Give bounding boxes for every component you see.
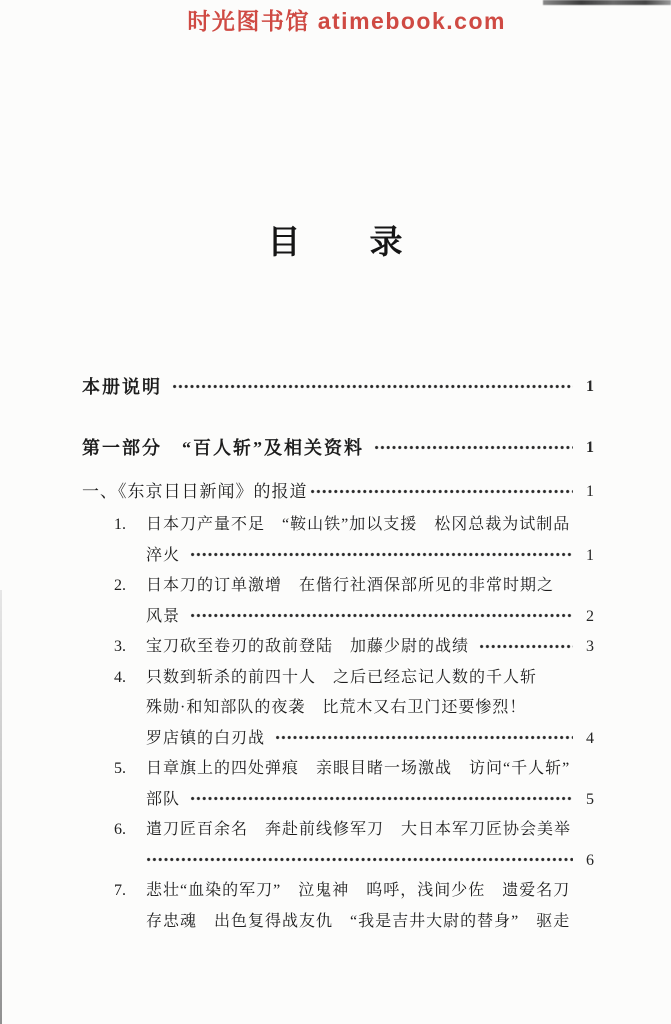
entry-text: 宝刀砍至卷刃的敌前登陆 加藤少尉的战绩 — [146, 638, 470, 655]
dot-leader — [374, 443, 573, 452]
toc-entry — [82, 510, 594, 571]
entry-number: 3. — [114, 638, 126, 655]
entry-number: 6. — [114, 821, 126, 838]
page-number: 6 — [586, 851, 594, 869]
page-number: 3 — [586, 638, 594, 655]
library-watermark: 时光图书馆 atimebook.com — [187, 8, 506, 34]
entry-text: 罗店镇的白刃战 — [146, 729, 266, 747]
toc-entry — [82, 663, 594, 755]
page-number: 5 — [586, 790, 594, 808]
toc-entry — [82, 876, 594, 937]
entry-line — [146, 602, 594, 633]
page-number: 1 — [586, 546, 594, 564]
entry-text: 殊勋·和知部队的夜袭 比荒木又右卫门还要惨烈！ — [146, 699, 527, 716]
page-number: 1 — [586, 439, 594, 456]
entry-number: 1. — [114, 516, 126, 533]
table-of-contents — [82, 366, 594, 937]
entry-number: 2. — [114, 577, 126, 594]
entry-text: 遣刀匠百余名 奔赴前线修军刀 大日本军刀匠协会美举 — [146, 821, 572, 838]
toc-entry — [82, 815, 594, 876]
page-number: 4 — [586, 729, 594, 747]
entry-number: 7. — [114, 882, 126, 899]
page-number: 2 — [586, 607, 594, 625]
page-number: 1 — [586, 378, 594, 395]
toc-front-matter-row — [82, 373, 594, 401]
entry-number: 4. — [114, 668, 126, 686]
dot-leader — [172, 382, 573, 391]
page-number: 1 — [586, 483, 594, 500]
entry-number: 5. — [114, 760, 126, 777]
toc-section-row — [82, 478, 594, 506]
dot-leader — [190, 550, 573, 559]
entry-line — [146, 846, 594, 877]
toc-section-label: 一、《东京日日新闻》的报道 — [82, 482, 308, 501]
entry-text: 存忠魂 出色复得战友仇 “我是吉井大尉的替身” 驱走 — [146, 912, 571, 930]
dot-leader — [310, 487, 574, 496]
entry-line — [146, 541, 594, 572]
entry-text: 日本刀的订单激增 在偕行社酒保部所见的非常时期之 — [146, 577, 555, 594]
toc-part-label: 第一部分 “百人斩”及相关资料 — [82, 438, 364, 458]
dot-leader — [479, 642, 573, 651]
entry-text: 风景 — [146, 607, 181, 625]
entry-text: 悲壮“血染的军刀” 泣鬼神 呜呼，浅间少佐 遗爱名刀 — [146, 882, 571, 899]
entry-text: 部队 — [146, 790, 181, 808]
toc-entry — [82, 754, 594, 815]
toc-part-row — [82, 433, 594, 463]
toc-entry — [82, 632, 594, 663]
dot-leader — [275, 733, 573, 742]
entry-text: 日本刀产量不足 “鞍山铁”加以支援 松冈总裁为试制品 — [146, 516, 571, 533]
scan-artifact-page-edge — [0, 590, 2, 1024]
entry-text: 日章旗上的四处弹痕 亲眼目睹一场激战 访问“千人斩” — [146, 760, 571, 777]
entry-line — [146, 724, 594, 755]
entry-line — [146, 632, 594, 663]
scan-artifact-smudge — [543, 0, 671, 5]
dot-leader — [190, 611, 573, 620]
toc-entry — [82, 571, 594, 632]
page-title: 目 录 — [267, 225, 404, 261]
dot-leader — [190, 794, 573, 803]
entry-text: 淬火 — [146, 546, 181, 564]
entry-line — [146, 785, 594, 816]
dot-leader — [146, 855, 573, 864]
toc-entry-list — [82, 510, 594, 937]
toc-front-matter-label: 本册说明 — [82, 377, 162, 397]
entry-text: 只数到斩杀的前四十人 之后已经忘记人数的千人斩 — [146, 668, 538, 686]
